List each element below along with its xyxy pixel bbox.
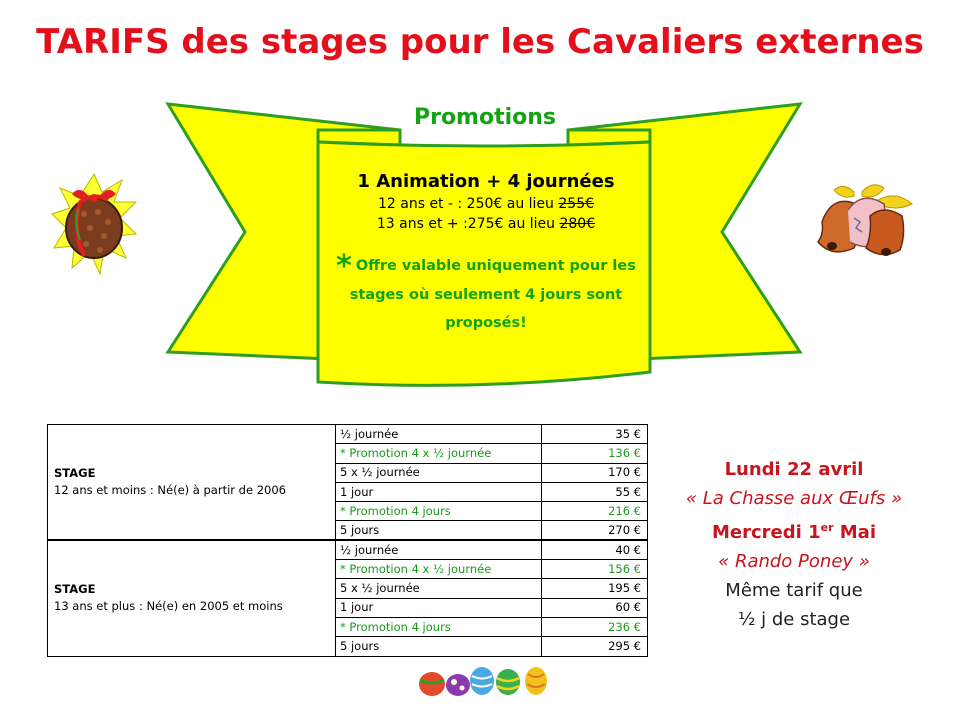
option-price: 195 €: [542, 579, 648, 598]
option-label: * Promotion 4 jours: [336, 502, 542, 521]
option-price: 40 €: [542, 540, 648, 559]
option-label: 5 jours: [336, 637, 542, 656]
bells-icon: [808, 182, 918, 272]
option-label: 5 jours: [336, 521, 542, 540]
option-label: * Promotion 4 x ½ journée: [336, 444, 542, 463]
promo-title: 1 Animation + 4 journées: [357, 171, 615, 192]
option-label: * Promotion 4 x ½ journée: [336, 560, 542, 579]
events-info: [664, 455, 924, 634]
option-label: ½ journée: [336, 540, 542, 559]
option-label: 5 x ½ journée: [336, 579, 542, 598]
option-label: 1 jour: [336, 598, 542, 617]
event-date-2: Mercredi 1er Mai: [712, 521, 876, 543]
stage-description: 13 ans et plus : Né(e) en 2005 et moins: [54, 599, 283, 614]
stage-cell: [48, 540, 336, 656]
stage-label: STAGE: [54, 582, 96, 597]
option-label: 5 x ½ journée: [336, 463, 542, 482]
option-price: 216 €: [542, 502, 648, 521]
option-price: 35 €: [542, 425, 648, 444]
option-label: ½ journée: [336, 425, 542, 444]
option-label: * Promotion 4 jours: [336, 617, 542, 636]
promo-offer-box: [322, 170, 650, 234]
option-price: 136 €: [542, 444, 648, 463]
easter-egg-basket-icon: [50, 170, 138, 278]
price-table: [47, 424, 648, 657]
option-price: 60 €: [542, 598, 648, 617]
event-name-2: « Rando Poney »: [718, 551, 870, 572]
stage-label: STAGE: [54, 466, 96, 481]
offer-conditions: * Offre valable uniquement pour les stages où seulement 4 jours sont proposés!: [336, 249, 636, 331]
option-price: 170 €: [542, 463, 648, 482]
asterisk-icon: *: [336, 249, 352, 284]
stage-cell: [48, 425, 336, 541]
option-label: 1 jour: [336, 482, 542, 501]
option-price: 156 €: [542, 560, 648, 579]
event-name-1: « La Chasse aux Œufs »: [685, 488, 903, 509]
event-date-1: Lundi 22 avril: [724, 459, 864, 480]
stage-description: 12 ans et moins : Né(e) à partir de 2006: [54, 483, 286, 498]
easter-eggs-icon: [414, 664, 556, 698]
promo-price-12: 12 ans et - : 250€ au lieu 255€: [377, 196, 595, 212]
table-row: [48, 540, 648, 559]
promotions-heading: Promotions: [413, 105, 557, 130]
option-price: 270 €: [542, 521, 648, 540]
option-price: 295 €: [542, 637, 648, 656]
promo-price-13: 13 ans et + :275€ au lieu 280€: [376, 216, 596, 232]
option-price: 236 €: [542, 617, 648, 636]
event-note-2: ½ j de stage: [737, 609, 851, 630]
page-title: TARIFS des stages pour les Cavaliers externes: [36, 22, 924, 62]
table-row: [48, 425, 648, 444]
event-note-1: Même tarif que: [725, 580, 863, 601]
option-price: 55 €: [542, 482, 648, 501]
